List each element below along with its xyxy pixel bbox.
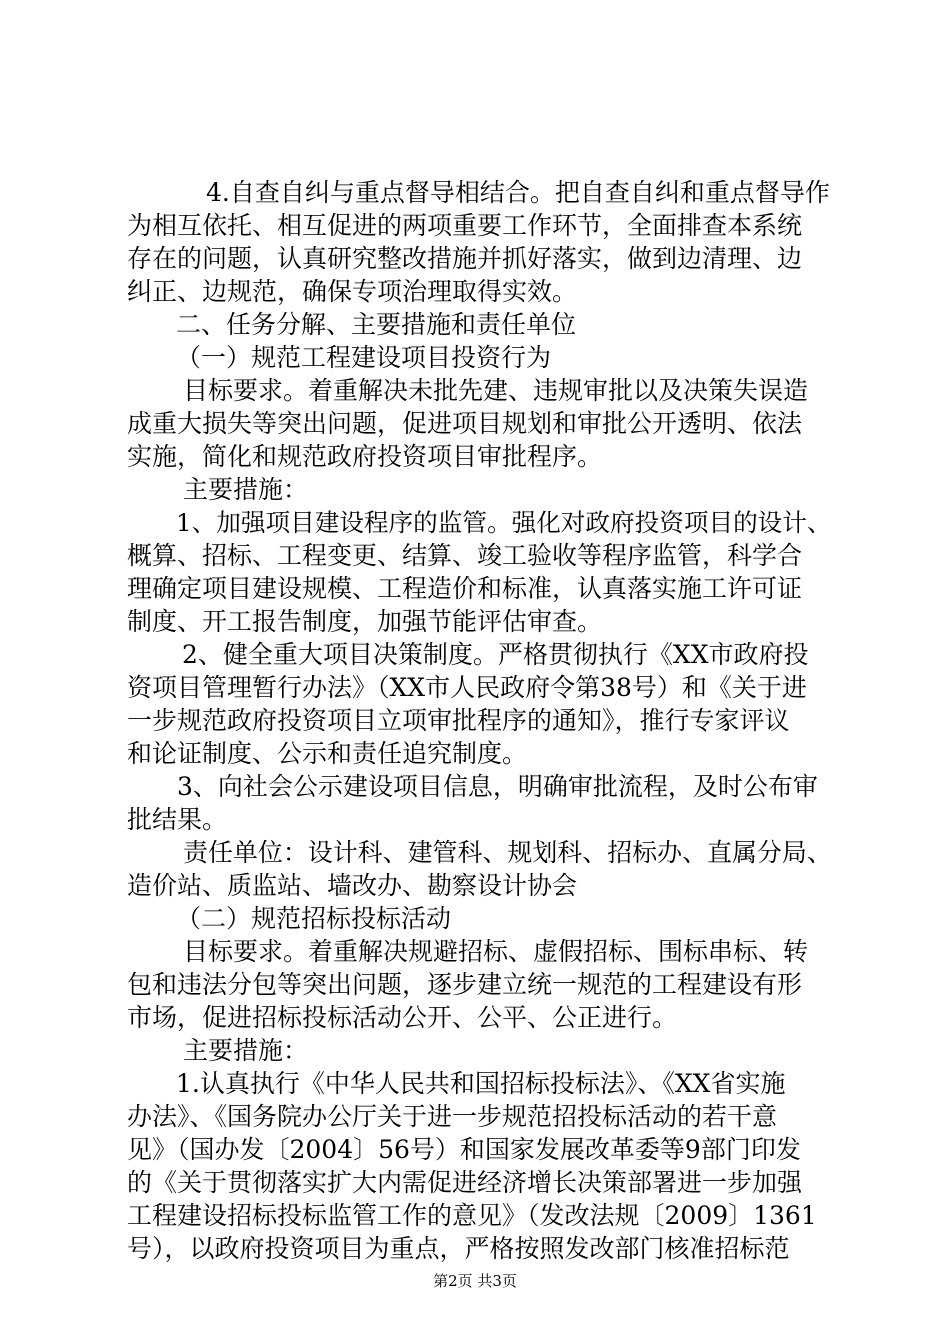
text-line: 4.自查自纠与重点督导相结合。把自查自纠和重点督导作 [206, 178, 830, 207]
text-line: 工程建设招标投标监管工作的意见》（发改法规〔2009〕1361 [127, 1201, 817, 1230]
text-line: 为相互依托、相互促进的两项重要工作环节，全面排查本系统 [127, 211, 803, 240]
text-line: 2、健全重大项目决策制度。严格贯彻执行《XX市政府投 [182, 640, 809, 669]
page-footer: 第2页 共3页 [433, 1272, 517, 1290]
text-line: 的《关于贯彻落实扩大内需促进经济增长决策部署进一步加强 [127, 1168, 803, 1197]
text-line: 资项目管理暂行办法》（XX市人民政府令第38号）和《关于进 [127, 673, 807, 702]
text-line: 成重大损失等突出问题，促进项目规划和审批公开透明、依法 [127, 409, 803, 438]
text-line: 存在的问题，认真研究整改措施并抓好落实，做到边清理、边 [127, 244, 803, 273]
section-heading: 二、任务分解、主要措施和责任单位 [176, 310, 577, 339]
text-line: 制度、开工报告制度，加强节能评估审查。 [127, 607, 603, 636]
text-line: 包和违法分包等突出问题，逐步建立统一规范的工程建设有形 [127, 970, 803, 999]
text-line: 号），以政府投资项目为重点，严格按照发改部门核准招标范 [127, 1234, 790, 1263]
text-line: 1.认真执行《中华人民共和国招标投标法》、《XX省实施 [176, 1069, 786, 1098]
text-line: 实施，简化和规范政府投资项目审批程序。 [127, 442, 603, 471]
text-line: 3、向社会公示建设项目信息，明确审批流程，及时公布审 [177, 772, 818, 801]
text-line: 市场，促进招标投标活动公开、公平、公正进行。 [127, 1003, 678, 1032]
text-line: 一步规范政府投资项目立项审批程序的通知》，推行专家评议 [127, 706, 790, 735]
text-line: 目标要求。着重解决规避招标、虚假招标、围标串标、转 [183, 937, 809, 966]
text-line: 责任单位：设计科、建管科、规划科、招标办、直属分局、 [183, 838, 832, 867]
text-line: 概算、招标、工程变更、结算、竣工验收等程序监管，科学合 [127, 541, 803, 570]
text-line: 批结果。 [127, 805, 228, 834]
text-line: 目标要求。着重解决未批先建、违规审批以及决策失误造 [183, 376, 809, 405]
text-line: 造价站、质监站、墙改办、勘察设计协会 [127, 871, 578, 900]
text-line: 理确定项目建设规模、工程造价和标准，认真落实施工许可证 [127, 574, 803, 603]
text-line: 和论证制度、公示和责任追究制度。 [127, 739, 528, 768]
text-line: 1、加强项目建设程序的监管。强化对政府投资项目的设计、 [176, 508, 832, 537]
subsection-heading: （二）规范招标投标活动 [176, 904, 452, 933]
text-line: 纠正、边规范，确保专项治理取得实效。 [127, 277, 578, 306]
text-line: 主要措施： [183, 1036, 309, 1065]
text-line: 见》（国办发〔2004〕56号）和国家发展改革委等9部门印发 [127, 1135, 801, 1164]
text-line: 主要措施： [183, 475, 309, 504]
subsection-heading: （一）规范工程建设项目投资行为 [176, 343, 552, 372]
text-line: 办法》、《国务院办公厅关于进一步规范招投标活动的若干意 [127, 1102, 778, 1131]
